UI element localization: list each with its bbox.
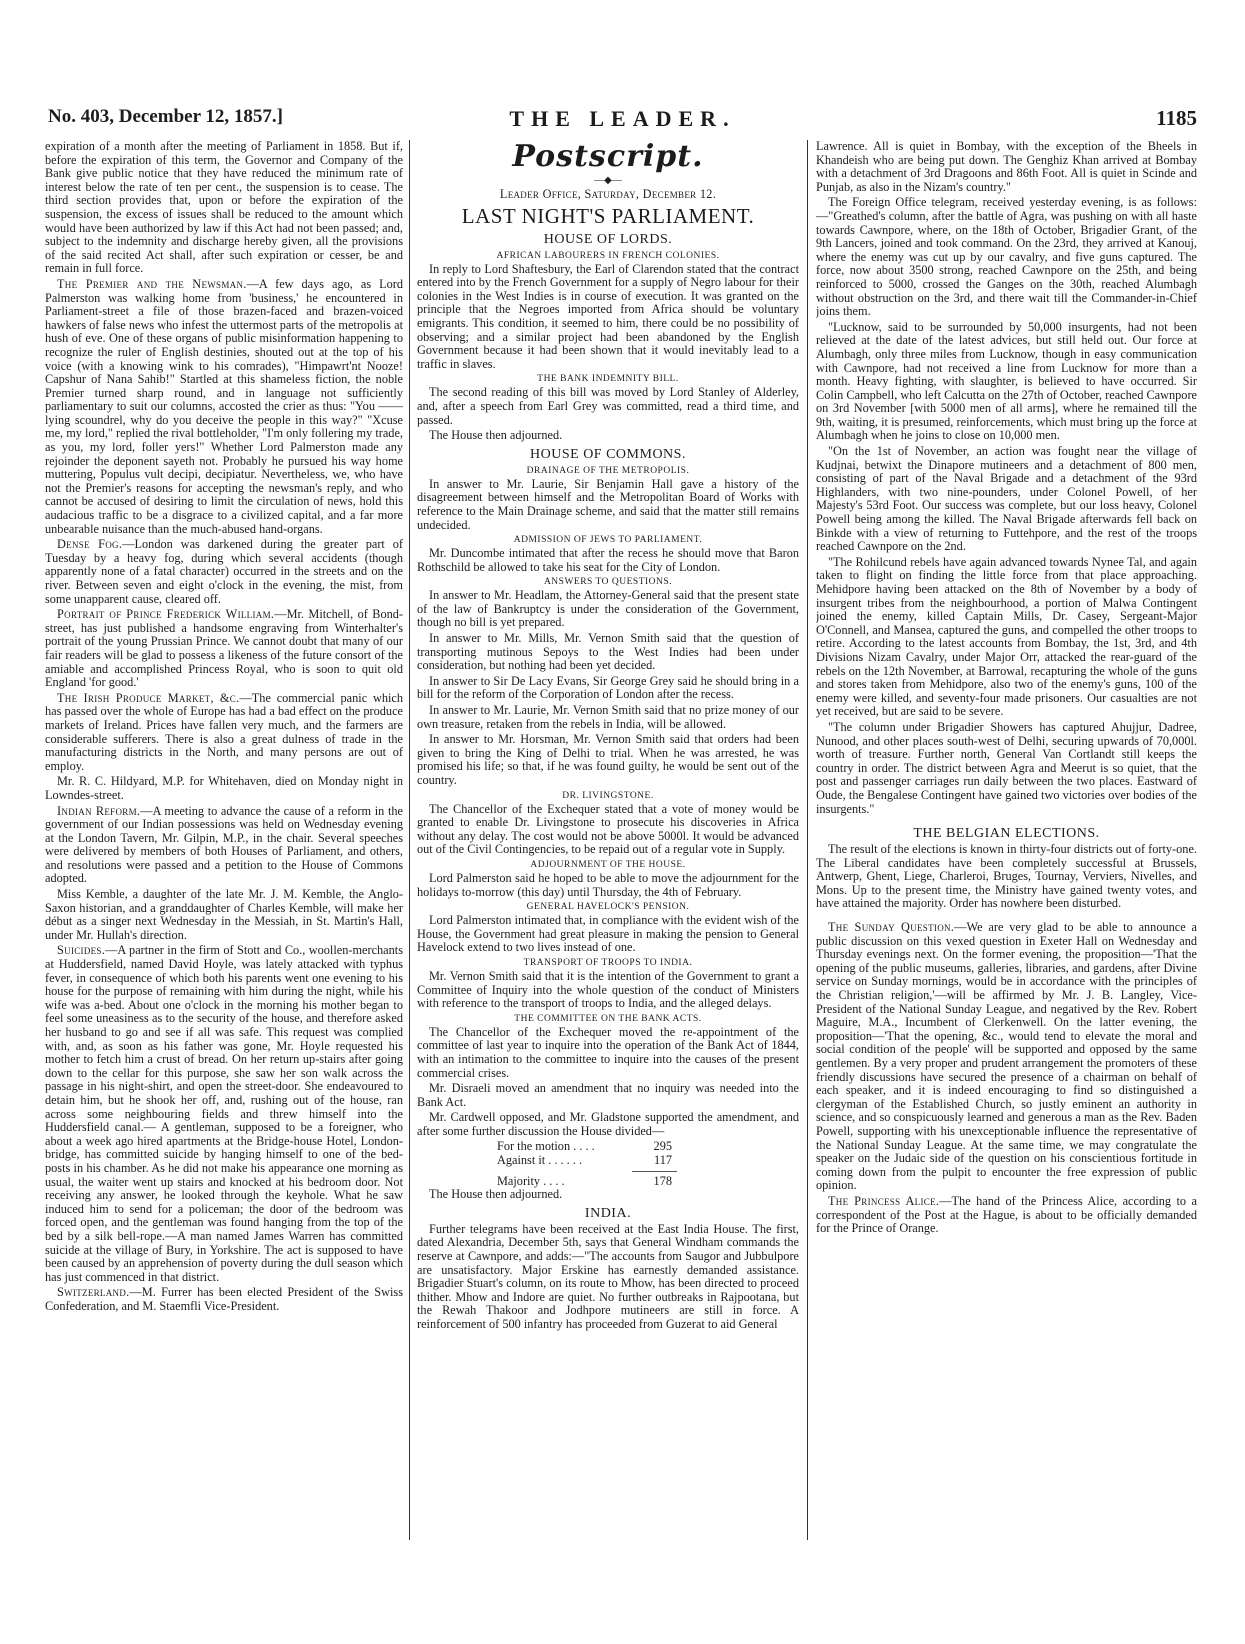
section-heading: THE BELGIAN ELECTIONS.: [913, 826, 1100, 842]
division-result-for: [497, 1140, 677, 1154]
paragraph: The House then adjourned.: [429, 1187, 563, 1202]
paragraph-body: —A partner in the firm of Stott and Co., woollen-merchants at Huddersfield, named David Hoyle, was lately attacked with typhus fever, in consequence of which both his parents went one evening to his house for the purpose of remaining with him during the night, while his wife was a-bed. About one o'clock in the morning his mother began to feel some uneasiness as to the security of the house, and therefore asked her husband to go and see if all was safe. This request was complied with, and, as soon as his father was gone, Mr. Hoyle requested his mother to fetch him a crust of bread. On her return up-stairs after going down to the cellar for this purpose, she saw her son walk across the passage in his night-shirt, and open the street-door. She endeavoured to detain him, but he shook her off, and, rushing out of the house, ran across some neighbouring fields and threw himself into the Huddersfield canal.— A gentleman, supposed to be a foreigner, who about a week ago hired apartments at the Bridge-house Hotel, London-bridge, has committed suicide by hanging himself to one of the bed-posts in his chamber. As he did not make his appearance one morning as usual, the waiter went up stairs and knocked at his bedroom door. Not receiving any answer, he looked through the keyhole. What he saw induced him to send for a policeman; the door of the bedroom was forced open, and the gentleman was found hanging from the top of the bed by a silk bell-rope.—A man named James Warren has committed suicide at the village of Bury, in Yorkshire. The act is supposed to have been caused by an apprehension of poverty during the dull season which has just commenced in that district.: [45, 943, 403, 1284]
paragraph-body: —Mr. Mitchell, of Bond-street, has just published a handsome engraving from Winterhalter's portrait of the young Prussian Prince. We cannot doubt that many of our fair readers will be glad to possess a likeness of the future consort of the amiable and accomplished Princess Royal, who is soon to quit old England 'for good.': [45, 607, 403, 690]
paragraph: Mr. Disraeli moved an amendment that no inquiry was needed into the Bank Act.: [417, 1081, 799, 1109]
paragraph: In answer to Mr. Mills, Mr. Vernon Smith said that the question of transporting mutinous Sepoys to the West Indies had been under consideration, but nothing had been yet decided.: [417, 631, 799, 673]
paragraph-body: —The hand of the Princess Alice, according to a correspondent of the Post at the Hague, is about to be officially demanded for the Prince of Orange.: [816, 1193, 1197, 1236]
vote-label: For the motion . . . .: [497, 1139, 595, 1154]
issue-date: No. 403, December 12, 1857.]: [48, 106, 283, 127]
paragraph: [816, 921, 1197, 1193]
subheading: ADJOURNMENT OF THE HOUSE.: [530, 859, 686, 870]
paragraph-body: —A few days ago, as Lord Palmerston was walking home from 'business,' he encountered in Parliament-street a file of those brazen-faced and brazen-voiced hawkers of false news who infest the uttermost parts of the metropolis at hush of eve. One of these organs of public misinformation happening to recognize the ruler of English destinies, shouted out at the top of his voice (with a knowing wink to his comrades), "Himpawrt'nt Nooze! Capshur of Nana Sahib!" Startled at this shameless fiction, the noble Premier turned sharp round, and in language not sufficiently parliamentary to suit our columns, accosted the crier as thus: "You —— lying scoundrel, why do you deceive the people in this way?" "Xcuse me, my lord," replied the rival bottleholder, "I'm only follering my trade, as you, my lord, foller yers!" Whether Lord Palmerston made any rejoinder the deponent sayeth not. Probably he pursued his way home muttering, Populus vult decipi, decipiatur. Nevertheless, we, who have not the Premier's reasons for accepting the newsman's reply, and who cannot be accused of desiring to limit the circulation of news, hold this audacious traffic to be a disgrace to a civilized capital, and a far more unbearable nuisance than the much-abused hand-organs.: [45, 276, 403, 536]
ornament-divider: —◆—: [594, 175, 622, 186]
columns: [45, 140, 1197, 1560]
paragraph: Lawrence. All is quiet in Bombay, with the exception of the Bheels in Khandeish who are being put down. The Genghiz Khan arrived at Bombay with a detachment of 3rd Dragoons and 86th Foot. All is quiet in Scinde and Punjab, as also in the Nizam's country.": [816, 140, 1197, 194]
paragraph-body: —A meeting to advance the cause of a reform in the government of our Indian possessions was held on Wednesday evening at the London Tavern, Mr. Gilpin, M.P., in the chair. Several speeches were delivered by members of both Houses of Parliament, and others, and resolutions were passed and a petition to the House of Commons adopted.: [45, 803, 403, 886]
vote-label: Against it . . . . . .: [497, 1153, 583, 1168]
paragraph-lead: Switzerland.: [57, 1285, 130, 1300]
postscript-title: Postscript.: [512, 140, 704, 174]
paragraph: "Lucknow, said to be surrounded by 50,000 insurgents, had not been relieved at the date of the latest advices, but still held out. Our force at Alumbagh, only three miles from Lucknow, though in easy communication with Cawnpore, had not received a line from Lucknow for more than a month. Heavy fighting, with slaughter, is believed to have occurred. Sir Colin Campbell, who left Calcutta on the 27th of October, reached Cawnpore on 3rd November [with 5000 men of all arms], where he remained till the 9th, waiting, it is presumed, reinforcements, which must bring up the force at Alumbagh when he joins to close on 10,000 men.: [816, 319, 1197, 443]
vote-label: Majority . . . .: [497, 1173, 565, 1188]
paragraph: Lord Palmerston said he hoped to be able to move the adjournment for the holidays to-morrow (this day) until Thursday, the 4th of February.: [417, 870, 799, 899]
paragraph: In answer to Mr. Laurie, Sir Benjamin Hall gave a history of the disagreement between himself and the Metropolitan Board of Works with reference to the Main Drainage scheme, and said that the matter still remains undecided.: [417, 476, 799, 532]
paragraph: The Chancellor of the Exchequer moved the re-appointment of the committee of last year to inquire into the operation of the Bank Act of 1844, with an intimation to the committee to inquire into the causes of the present commercial crises.: [417, 1024, 799, 1080]
paragraph-lead: The Irish Produce Market, &c.: [57, 690, 240, 705]
headline: LAST NIGHT'S PARLIAMENT.: [461, 203, 755, 228]
paragraph-body: —London was darkened during the greater part of Tuesday by a heavy fog, during which several accidents (though apparently none of a fatal character) occurred in the streets and on the river. Between seven and eight o'clock in the evening, the mist, from some unapparent cause, cleared off.: [45, 537, 403, 606]
paragraph: The Foreign Office telegram, received yesterday evening, is as follows:—"Greathed's column, after the battle of Agra, was pushing on with all haste towards Cawnpore, where, on the 18th of October, Brigadier Grant, of the 9th Lancers, joined and took command. On the 23rd, they arrived at Kanouj, where the enemy was cut up by our cavalry, and five guns captured. The force, now about 3500 strong, reached Cawnpore on the 25th, and being reinforced to 5000, crossed the Ganges on the 30th, reached Alumbagh without obstruction on the 3rd, and there wait till the Commander-in-Chief joins them.: [816, 195, 1197, 319]
subheading: ADMISSION OF JEWS TO PARLIAMENT.: [513, 535, 703, 546]
paragraph-lead: Indian Reform.: [57, 803, 141, 818]
paragraph: "The column under Brigadier Showers has captured Ahujjur, Dadree, Nunood, and other places south-west of Delhi, securing upwards of 70,000l. worth of treasure. Further north, General Van Cortlandt still keeps the country in order. The district between Agra and Meerut is so quiet, that the post and passenger carriages run daily between the two places. Eastward of Oude, the Bengalese Contingent have gained two victories over bodies of the insurgents.": [816, 719, 1197, 816]
paragraph: In answer to Mr. Horsman, Mr. Vernon Smith said that orders had been given to bring the King of Delhi to trial. When he was arrested, he was promised his life; so that, if he was found guilty, he would be sent out of the country.: [417, 732, 799, 787]
paragraph: [45, 944, 403, 1284]
section-heading: INDIA.: [584, 1205, 632, 1221]
column-2: [417, 140, 799, 1560]
sum-rule: [632, 1171, 677, 1172]
paragraph: [45, 278, 403, 536]
subheading: GENERAL HAVELOCK'S PENSION.: [526, 902, 690, 913]
paragraph: The result of the elections is known in thirty-four districts out of forty-one. The Liberal candidates have been completely successful at Brussels, Antwerp, Ghent, Liege, Charleroi, Bruges, Tournay, Verviers, Nivelles, and Mons. Up to the present time, the Ministry have gained twenty votes, and have attained the majority. Order has nowhere been disturbed.: [816, 842, 1197, 911]
paragraph: [45, 538, 403, 606]
subheading: TRANSPORT OF TROOPS TO INDIA.: [523, 957, 693, 968]
paragraph: Mr. Cardwell opposed, and Mr. Gladstone supported the amendment, and after some further discussion the House divided—: [417, 1110, 799, 1138]
subheading: DRAINAGE OF THE METROPOLIS.: [526, 465, 690, 476]
paragraph-body: —We are very glad to be able to announce a public discussion on this vexed question in Exeter Hall on Wednesday and Thursday evenings next. On the former evening, the proposition—'That the opening of the public museums, galleries, libraries, and gardens, after Divine service on Sunday mornings, would be in accordance with the principles of the Christian religion,'—will be affirmed by Mr. J. B. Langley, Vice-President of the National Sunday League, and negatived by the Rev. Robert Maguire, M.A., Incumbent of Clerkenwell. On the latter evening, the proposition—'That the opening, &c., would tend to elevate the moral and social condition of the people' will be supported and opposed by the same gentlemen. By a very proper and prudent arrangement the promoters of these friendly discussions have secured the presence of a chairman on behalf of each speaker, and it is indeed encouraging to find so distinguished a clergyman of the Established Church, so justly eminent an authority in science, and so conspicuously learned and generous a man as the Rev. Baden Powell, supporting with his unexceptionable influence the representative of the National Sunday League. At the same time, we may congratulate the speaker on the Judaic side of the question on his conscientious fortitude in coming down from the pulpit to encounter the free expression of public opinion.: [816, 920, 1197, 1193]
column-3: [816, 140, 1197, 1560]
paragraph-lead: The Premier and the Newsman.: [57, 276, 247, 291]
page-number: 1185: [1156, 106, 1197, 130]
paragraph-lead: Suicides.: [57, 943, 106, 958]
subheading: THE COMMITTEE ON THE BANK ACTS.: [514, 1013, 702, 1024]
paragraph: Mr. Duncombe intimated that after the recess he should move that Baron Rothschild be allowed to take his seat for the City of London.: [417, 546, 799, 574]
paragraph-lead: Dense Fog.: [57, 537, 123, 552]
paragraph-lead: The Princess Alice.: [828, 1193, 940, 1208]
section-heading: HOUSE OF COMMONS.: [530, 446, 686, 462]
paragraph: In answer to Mr. Headlam, the Attorney-General said that the present state of the law of Bankruptcy is under the consideration of the Government, though no bill is yet prepared.: [417, 588, 799, 630]
column-divider: [409, 140, 410, 1540]
paragraph-lead: The Sunday Question.: [828, 920, 955, 935]
paragraph: Lord Palmerston intimated that, in compliance with the evident wish of the House, the Government had great pleasure in making the pension to General Havelock extend to two lives instead of one.: [417, 913, 799, 955]
paragraph: In reply to Lord Shaftesbury, the Earl of Clarendon stated that the contract entered into by the French Government for a supply of Negro labour for their colonies in the West Indies is in course of execution. It was granted on the principle that the Negroes imported from Africa should be voluntary emigrants. This condition, it seemed to him, there could be no possibility of observing; and a similar project had been abandoned by the English Government because it had been shown that it would inevitably lead to a traffic in slaves.: [417, 261, 799, 371]
subheading: AFRICAN LABOURERS IN FRENCH COLONIES.: [496, 250, 720, 261]
dateline: Leader Office, Saturday, December 12.: [499, 187, 717, 201]
vote-count: 178: [653, 1173, 672, 1188]
subheading: ANSWERS TO QUESTIONS.: [543, 577, 673, 588]
division-result-against: [497, 1154, 677, 1168]
paragraph: [45, 608, 403, 690]
paragraph: [45, 805, 403, 887]
masthead: [48, 106, 1197, 140]
vote-count: 117: [654, 1153, 672, 1168]
paragraph: Mr. Vernon Smith said that it is the intention of the Government to grant a Committee of Inquiry into the whole question of the conduct of Ministers with reference to the transport of troops to India, and the alleged delays.: [417, 968, 799, 1011]
paragraph-lead: Portrait of Prince Frederick William.: [57, 607, 275, 622]
paragraph-body: —The commercial panic which has passed over the whole of Europe has had a bad effect on the produce markets of Ireland. Prices have fallen very much, and the farmers are considerable sufferers. There is also a great dulness of trade in the manufacturing districts in the North, and many persons are out of employ.: [45, 690, 403, 773]
paragraph: [816, 1195, 1197, 1236]
paragraph: "The Rohilcund rebels have again advanced towards Nynee Tal, and again taken to flight on finding the little force from that place approaching. Mehidpore having been attacked on the 8th of November by a body of insurgent tribes from the neighbourhood, a portion of Malwa Contingent joined the enemy, killed Captain Mills, Dr. Casey, Sergeant-Major O'Connell, and Mansea, captured the guns, and compelled the other troops to retire. According to the latest accounts from Bombay, the 1st, 3rd, and 4th Divisions Nizam Cavalry, under Major Orr, attacked the rear-guard of the rebels on the 12th November, at Barrowal, recapturing the whole of the guns and stores taken from Mehidpore, also two of the enemy's guns, 100 of the enemy were killed, and seventy-four made prisoners. Our casualties are not yet received, but are said to be severe.: [816, 554, 1197, 719]
paragraph: The second reading of this bill was moved by Lord Stanley of Alderley, and, after a speech from Earl Grey was committed, read a third time, and passed.: [417, 385, 799, 427]
paragraph-body: —M. Furrer has been elected President of the Swiss Confederation, and M. Staemfli Vice-President.: [45, 1285, 403, 1313]
paragraph: The House then adjourned.: [429, 428, 563, 443]
column-1: [45, 140, 403, 1560]
paragraph: The Chancellor of the Exchequer stated that a vote of money would be granted to enable Dr. Livingstone to prosecute his discoveries in Africa without any delay. The cost would not be above 5000l. It would be advanced out of the Civil Contingencies, to be repaid out of a regular vote in Supply.: [417, 801, 799, 857]
subheading: DR. LIVINGSTONE.: [562, 790, 654, 801]
paragraph: In answer to Sir De Lacy Evans, Sir George Grey said he should bring in a bill for the reform of the Corporation of London after the recess.: [417, 673, 799, 702]
vote-count: 295: [653, 1139, 672, 1154]
paragraph: In answer to Mr. Laurie, Mr. Vernon Smith said that no prize money of our own treasure, retaken from the rebels in India, will be allowed.: [417, 703, 799, 731]
division-result-majority: [497, 1175, 677, 1189]
paragraph: "On the 1st of November, an action was fought near the village of Kudjnai, betwixt the Dinapore mutineers and a detachment of 800 men, consisting of part of the Naval Brigade and a detachment of the 93rd Highlanders, with two nine-pounders, under Colonel Powell, of her Majesty's 53rd Foot. Our success was complete, but our loss heavy, Colonel Powell being among the killed. The Naval Brigade afterwards fell back on Binkde with a view of returning to Futtehpore, and the rest of the troops reached Cawnpore on the 2nd.: [816, 444, 1197, 554]
paragraph: [45, 1286, 403, 1313]
paragraph: expiration of a month after the meeting of Parliament in 1858. But if, before the expiration of this term, the Governor and Company of the Bank give public notice that they have reduced the minimum rate of interest below the rate of ten per cent., the suspension is to cease. The third section provides that, upon or before the expiration of the suspension, the excess of issues shall be reduced to the amount which would have been authorized by law if this Act had not been passed; and, subject to the indemnity and discharge hereby given, all the provisions of the said recited Act shall, after such expiration or cesser, be and remain in full force.: [45, 140, 403, 276]
paragraph: [45, 692, 403, 774]
paragraph: Further telegrams have been received at the East India House. The first, dated Alexandria, December 5th, says that General Windham commands the reserve at Cawnpore, and adds:—"The accounts from Saugor and Jubbulpore are unsatisfactory. Major Erskine has earnestly demanded assistance. Brigadier Stuart's column, on its route to Mhow, has been directed to proceed thither. Mhow and Indore are quiet. No further outbreaks in Rajpootana, but the Rewah Thakoor and Jodhpore mutineers are still in force. A reinforcement of 500 infantry has proceeded from Guzerat to aid General: [417, 1221, 799, 1331]
newspaper-title: THE LEADER.: [509, 106, 736, 131]
column-divider: [807, 140, 808, 1540]
paragraph: Mr. R. C. Hildyard, M.P. for Whitehaven, died on Monday night in Lowndes-street.: [45, 774, 403, 802]
paragraph: Miss Kemble, a daughter of the late Mr. J. M. Kemble, the Anglo-Saxon historian, and a granddaughter of Charles Kemble, will make her début as a singer next Wednesday in the Messiah, in St. Martin's Hall, under Mr. Hullah's direction.: [45, 887, 403, 942]
subheading: THE BANK INDEMNITY BILL.: [537, 374, 679, 385]
section-heading: HOUSE OF LORDS.: [543, 231, 673, 247]
